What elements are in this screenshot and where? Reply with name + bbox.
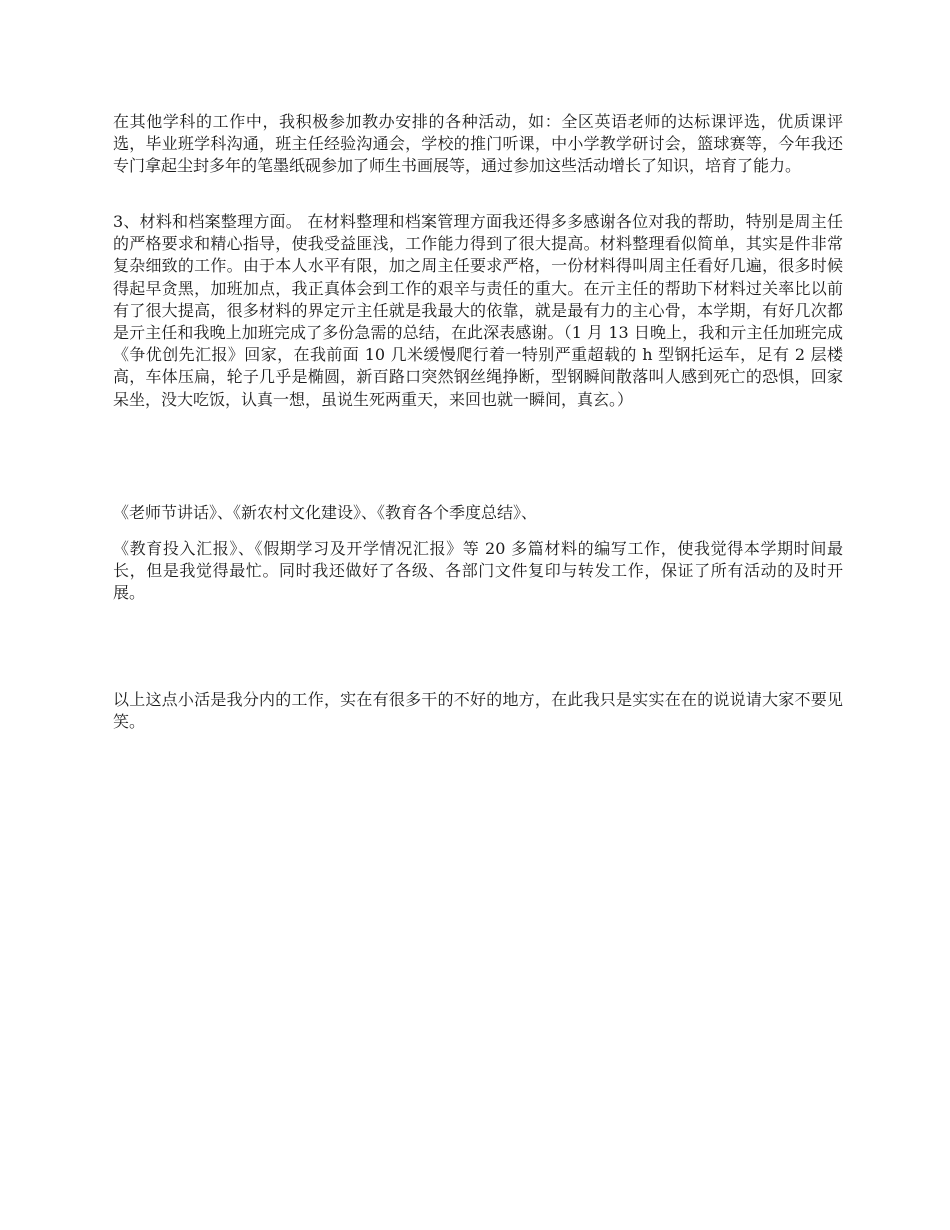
paragraph-closing: 以上这点小活是我分内的工作，实在有很多干的不好的地方，在此我只是实实在在的说说请大家不要见笑。 — [113, 690, 843, 732]
paragraph-materials-archives: 3、材料和档案整理方面。 在材料整理和档案管理方面我还得多多感谢各位对我的帮助，特别是周主任的严格要求和精心指导，使我受益匪浅，工作能力得到了很大提高。材料整理看似简单，其实是件非常复杂细致的工作。由于本人水平有限，加之周主任要求严格，一份材料得叫周主任看好几遍，很多时候得起早贪黑，加班加点，我正真体会到工作的艰辛与责任的重大。在亓主任的帮助下材料过关率比以前有了很大提高，很多材料的界定亓主任就是我最大的依靠，就是最有力的主心骨，本学期，有好几次都是亓主任和我晚上加班完成了多份急需的总结，在此深表感谢。（1 月 13 日晚上，我和亓主任加班完成《争优创先汇报》回家，在我前面 10 几米缓慢爬行着一特别严重超载的 h 型钢托运车，足有 2 层楼高，车体压扁，轮子几乎是椭圆，新百路口突然钢丝绳挣断，型钢瞬间散落叫人感到死亡的恐惧，回家呆坐，没大吃饭，认真一想，虽说生死两重天，来回也就一瞬间，真玄。） — [113, 212, 843, 409]
paragraph-other-subjects: 在其他学科的工作中，我积极参加教办安排的各种活动，如：全区英语老师的达标课评选，优质课评选，毕业班学科沟通，班主任经验沟通会，学校的推门听课，中小学教学研讨会，篮球赛等，今年我还专门拿起尘封多年的笔墨纸砚参加了师生书画展等，通过参加这些活动增长了知识，培育了能力。 — [113, 112, 843, 176]
paragraph-document-list-continued: 《教育投入汇报》、《假期学习及开学情况汇报》等 20 多篇材料的编写工作，使我觉得本学期时间最长，但是我觉得最忙。同时我还做好了各级、各部门文件复印与转发工作，保证了所有活动的及时开展。 — [113, 539, 843, 603]
paragraph-document-list: 《老师节讲话》、《新农村文化建设》、《教育各个季度总结》、 — [113, 503, 538, 522]
